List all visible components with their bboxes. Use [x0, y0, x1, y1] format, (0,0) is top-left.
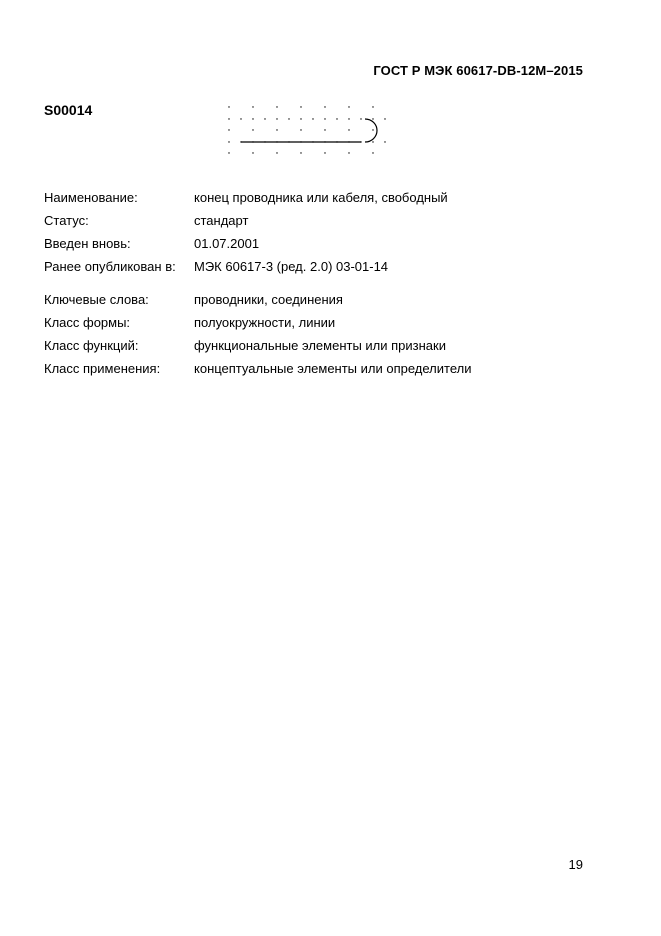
- grid-dot: [324, 106, 325, 107]
- attribute-row-introduced: [44, 232, 472, 255]
- grid-dot: [288, 118, 289, 119]
- grid-dot: [228, 141, 229, 142]
- grid-dot: [252, 106, 253, 107]
- grid-dot: [384, 141, 385, 142]
- attribute-row-keywords: [44, 288, 472, 311]
- attribute-key: Статус:: [44, 213, 89, 228]
- grid-dot: [228, 106, 229, 107]
- grid-dot: [300, 106, 301, 107]
- symbol-drawing: [241, 119, 377, 142]
- attribute-value: полуокружности, линии: [194, 315, 336, 330]
- conductor-free-end-symbol-icon: [222, 100, 392, 160]
- grid-dot: [228, 152, 229, 153]
- grid-dot: [252, 129, 253, 130]
- attribute-row-previously-published: [44, 255, 472, 278]
- grid-dot: [252, 152, 253, 153]
- attribute-value: проводники, соединения: [194, 292, 343, 307]
- grid-dot: [348, 106, 349, 107]
- grid-dot: [300, 152, 301, 153]
- document-header-standard: ГОСТ Р МЭК 60617-DB-12M–2015: [373, 63, 583, 78]
- attribute-key: Ранее опубликован в:: [44, 259, 176, 274]
- grid-dot: [324, 129, 325, 130]
- attribute-row-function-class: [44, 334, 472, 357]
- grid-dot: [276, 106, 277, 107]
- grid-dot: [276, 129, 277, 130]
- attribute-key: Класс функций:: [44, 338, 139, 353]
- attribute-value: МЭК 60617-3 (ред. 2.0) 03-01-14: [194, 259, 389, 274]
- grid-dot: [264, 118, 265, 119]
- attribute-value: функциональные элементы или признаки: [194, 338, 446, 353]
- attribute-group-spacer: [44, 278, 472, 288]
- grid-dot: [372, 152, 373, 153]
- grid-dot: [324, 152, 325, 153]
- attribute-key: Ключевые слова:: [44, 292, 149, 307]
- attribute-value: концептуальные элементы или определители: [194, 361, 472, 376]
- attribute-key: Класс формы:: [44, 315, 131, 330]
- grid-dot: [252, 118, 253, 119]
- grid-dot: [372, 106, 373, 107]
- attribute-value: стандарт: [194, 213, 249, 228]
- attribute-key: Наименование:: [44, 190, 138, 205]
- grid-dot: [372, 141, 373, 142]
- attribute-row-name: [44, 186, 472, 209]
- grid-dot: [240, 118, 241, 119]
- grid-dot: [348, 152, 349, 153]
- attribute-key: Введен вновь:: [44, 236, 131, 251]
- grid-dot: [348, 118, 349, 119]
- grid-dot: [300, 118, 301, 119]
- grid-dot: [360, 118, 361, 119]
- attribute-value: конец проводника или кабеля, свободный: [194, 190, 448, 205]
- grid-dot: [372, 118, 373, 119]
- symbol-grid-dots: [228, 106, 385, 153]
- grid-dot: [276, 118, 277, 119]
- symbol-id: S00014: [44, 102, 93, 118]
- grid-dot: [348, 129, 349, 130]
- attribute-row-shape-class: [44, 311, 472, 334]
- grid-dot: [372, 129, 373, 130]
- attribute-key: Класс применения:: [44, 361, 161, 376]
- grid-dot: [384, 118, 385, 119]
- symbol-attributes-table: [44, 186, 472, 380]
- grid-dot: [312, 118, 313, 119]
- attribute-row-status: [44, 209, 472, 232]
- grid-dot: [300, 129, 301, 130]
- grid-dot: [228, 129, 229, 130]
- page-number: 19: [568, 857, 583, 872]
- grid-dot: [276, 152, 277, 153]
- grid-dot: [324, 118, 325, 119]
- attribute-value: 01.07.2001: [194, 236, 260, 251]
- grid-dot: [336, 118, 337, 119]
- attribute-row-application-class: [44, 357, 472, 380]
- grid-dot: [228, 118, 229, 119]
